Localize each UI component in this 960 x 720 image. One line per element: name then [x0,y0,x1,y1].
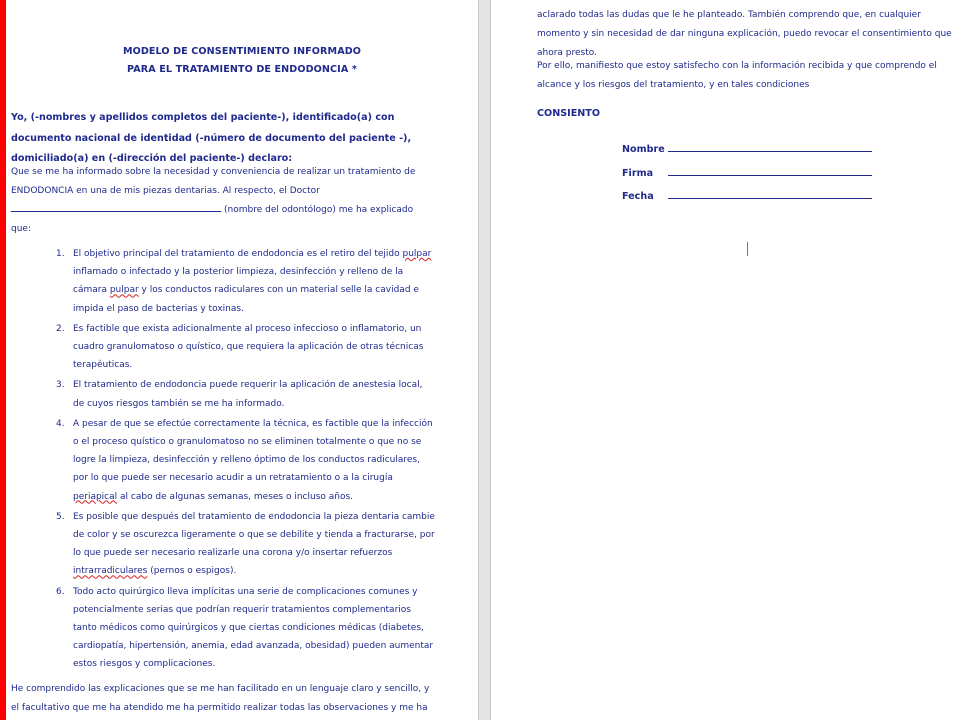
list-item-number: 5. [56,511,65,522]
satisfaction-paragraph: Por ello, manifiesto que estoy satisfecho con la información recibida y que comprendo el alcance y los riesgos del tratamiento, y en tales condiciones [537,61,937,90]
consent-heading: CONSIENTO [537,108,600,119]
spellcheck-word[interactable]: pulpar [402,249,432,259]
list-item-text: Todo acto quirúrgico lleva implícitas una serie de complicaciones comunes y potencialmente serias que podrían requerir tratamientos complementarios tanto médicos como quirúrgicos y que ciertas condiciones médicas (diabetes, cardiopatía, hipertensión, anemia, edad avanzada, obesidad) pueden aumentar estos riesgos y complicaciones. [73,586,434,670]
closing-paragraph: He comprendido las explicaciones que se me han facilitado en un lenguaje claro y sencillo, y el facultativo que me ha atendido me ha permitido realizar todas las observaciones y me ha [11,684,430,713]
list-item [56,583,436,674]
list-item-text: Es factible que exista adicionalmente al proceso infeccioso o inflamatorio, un cuadro granulomatoso o quístico, que requiera la aplicación de otras técnicas terapéuticas. [73,323,424,371]
list-item-text: inflamado o infectado y la posterior limpieza, desinfección y relleno de la cámara [73,267,404,296]
intro-paragraph [11,163,431,239]
list-item-number: 6. [56,586,65,597]
document-page-left[interactable] [6,0,478,720]
list-item-text: Es posible que después del tratamiento de endodoncia la pieza dentaria cambie de color y se oscurezca ligeramente o que se debilite y tienda a fracturarse, por lo que puede ser necesario realizarle una corona y/o insertar refuerzos [73,511,435,559]
numbered-list [56,245,436,674]
signature-label: Firma [622,168,654,179]
signature-row-signature [622,166,872,179]
document-page-right[interactable] [491,0,960,720]
patient-declaration: Yo, (-nombres y apellidos completos del paciente-), identificado(a) con documento nacional de identidad (-número de documento del paciente -), domiciliado(a) en (-dirección del paciente-) declaro: [11,112,412,164]
intro-text-1: Que se me ha informado sobre la necesidad y conveniencia de realizar un tratamiento de ENDODONCIA en una de mis piezas dentarias. Al respecto, el Doctor [11,167,416,196]
list-item-number: 1. [56,249,65,259]
list-item-text: al cabo de algunas semanas, meses o incluso años. [117,491,354,502]
signature-row-date [622,189,872,202]
list-item-text: (pernos o espigos). [147,566,237,577]
signature-label: Nombre [622,144,665,155]
signature-line[interactable] [668,166,872,176]
signature-label: Fecha [622,191,654,202]
signature-row-name [622,142,872,155]
spellcheck-word[interactable]: periapical [73,491,118,502]
list-item [56,245,436,318]
list-item [56,508,436,581]
list-item-number: 3. [56,380,65,391]
intro-text-2: (nombre del odontólogo) me ha explicado [224,205,414,215]
signature-line[interactable] [668,142,872,152]
dentist-name-blank [11,201,221,212]
text-cursor [747,242,748,256]
continuation-paragraph: aclarado todas las dudas que le he planteado. También comprendo que, en cualquier momento y sin necesidad de dar ninguna explicación, puedo revocar el consentimiento que ahora presto. [537,10,952,58]
list-item [56,376,436,412]
spellcheck-word[interactable]: pulpar [109,285,139,296]
page-separator [478,0,491,720]
document-title-line2: PARA EL TRATAMIENTO DE ENDODONCIA * [127,64,357,75]
intro-text-3: que: [11,224,31,234]
list-item-number: 4. [56,418,65,429]
document-title-line1: MODELO DE CONSENTIMIENTO INFORMADO [122,46,362,57]
signature-line[interactable] [668,189,872,199]
list-item-number: 2. [56,323,65,334]
list-item [56,320,436,375]
list-item-text: A pesar de que se efectúe correctamente la técnica, es factible que la infección o el proceso quístico o granulomatoso no se eliminen totalmente o que no se logre la limpieza, desinfección y relleno óptimo de los conductos radiculares, por lo que puede ser necesario acudir a un retratamiento o a la cirugía [73,418,433,484]
list-item-text: El objetivo principal del tratamiento de endodoncia es el retiro del tejido [73,249,403,259]
spellcheck-word[interactable]: intrarradiculares [73,566,148,577]
list-item [56,415,436,506]
list-item-text: El tratamiento de endodoncia puede requerir la aplicación de anestesia local, de cuyos riesgos también se me ha informado. [73,380,423,409]
list-item-text: y los conductos radiculares con un material selle la cavidad e impida el paso de bacterias y toxinas. [73,285,419,314]
